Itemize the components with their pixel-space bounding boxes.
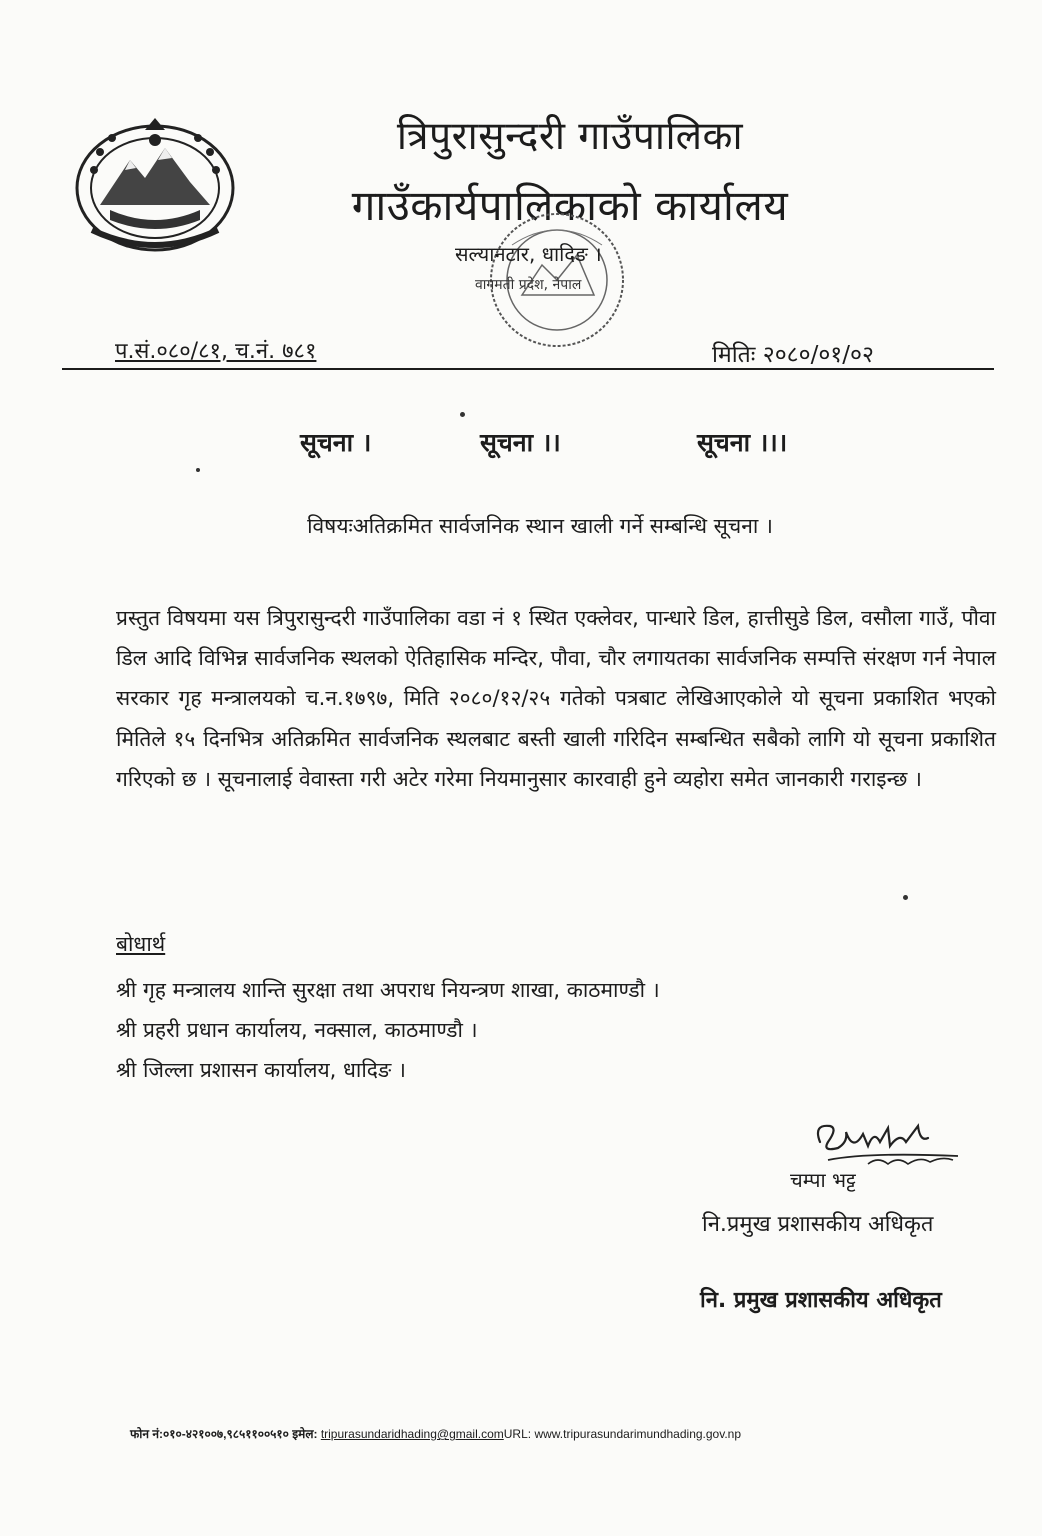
signatory-title: नि.प्रमुख प्रशासकीय अधिकृत	[702, 1212, 934, 1237]
phone-label: फोन नं:	[130, 1427, 164, 1441]
letter-date: मितिः २०८०/०१/०२	[712, 342, 874, 368]
website-link[interactable]: www.tripurasundarimundhading.gov.np	[534, 1427, 742, 1441]
url-label: URL:	[503, 1427, 532, 1441]
cc-item: श्री गृह मन्त्रालय शान्ति सुरक्षा तथा अपराध नियन्त्रण शाखा, काठमाण्डौ ।	[116, 978, 660, 1002]
scan-speck	[460, 412, 465, 417]
notice-label-2: सूचना ।।	[480, 428, 561, 457]
signatory-stamp-title: नि. प्रमुख प्रशासकीय अधिकृत	[700, 1288, 942, 1313]
handwritten-signature	[808, 1112, 968, 1172]
cc-heading: बोधार्थ	[116, 932, 166, 956]
cc-list	[116, 970, 836, 1090]
notice-body: प्रस्तुत विषयमा यस त्रिपुरासुन्दरी गाउँपालिका वडा नं १ स्थित एक्लेवर, पान्धारे डिल, हात्तीसुडे डिल, वसौला गाउँ, पौवा डिल आदि विभिन्न सार्वजनिक स्थलको ऐतिहासिक मन्दिर, पौवा, चौर लगायतका सार्वजनिक सम्पत्ति संरक्षण गर्न नेपाल सरकार गृह मन्त्रालयको च.न.१७९७, मिति २०८०/१२/२५ गतेको पत्रबाट लेखिआएकोले यो सूचना प्रकाशित भएको मितिले १५ दिनभित्र अतिक्रमित सार्वजनिक स्थलबाट बस्ती खाली गरिदिन सम्बन्धित सबैको लागि यो सूचना प्रकाशित गरिएको छ । सूचनालाई वेवास्ता गरी अटेर गरेमा नियमानुसार कारवाही हुने व्यहोरा समेत जानकारी गराइन्छ ।	[116, 606, 996, 791]
reference-number: प.सं.०८०/८१, च.नं. ७८१	[115, 339, 317, 364]
email-link[interactable]: tripurasundaridhading@gmail.com	[320, 1427, 504, 1441]
phone-number: ०१०-४२१००७,९८५११००५१०	[163, 1427, 289, 1441]
nepal-emblem-icon	[70, 110, 240, 260]
seal-text: वागमती प्रदेश, नेपाल	[475, 277, 582, 293]
notice-label-3: सूचना ।।।	[697, 428, 788, 457]
notice-label-1: सूचना ।	[300, 428, 372, 457]
signatory-name: चम्पा भट्ट	[790, 1168, 856, 1192]
header-divider	[62, 368, 994, 370]
email-label: इमेल:	[292, 1427, 318, 1441]
footer-contact	[130, 1425, 990, 1442]
municipality-name: त्रिपुरासुन्दरी गाउँपालिका	[396, 114, 744, 159]
scan-speck	[196, 468, 200, 472]
scan-speck	[903, 895, 908, 900]
subject-line: विषयःअतिक्रमित सार्वजनिक स्थान खाली गर्ने सम्बन्धि सूचना ।	[307, 514, 773, 538]
cc-item: श्री प्रहरी प्रधान कार्यालय, नक्साल, काठमाण्डौ ।	[116, 1018, 478, 1042]
cc-item: श्री जिल्ला प्रशासन कार्यालय, धादिङ ।	[116, 1058, 406, 1082]
office-name: गाउँकार्यपालिकाको कार्यालय	[351, 181, 789, 230]
office-address: सल्यानटार, धादिङ ।	[455, 242, 602, 266]
